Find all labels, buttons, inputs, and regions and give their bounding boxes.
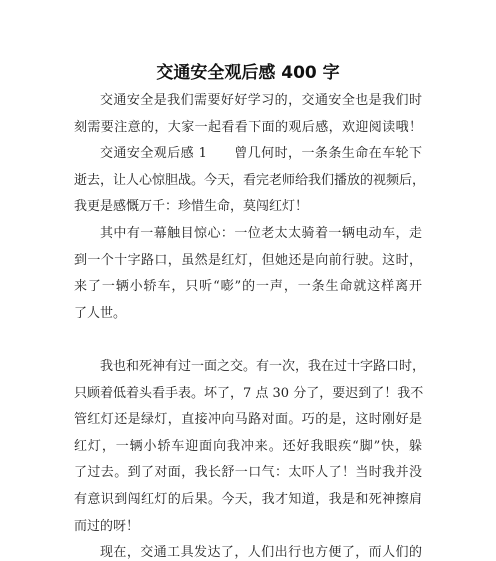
text-line: 只顾着低着头看手表。坏了，7 点 30 分了，要迟到了！我不 — [74, 385, 424, 401]
text-line: 而过的呀！ — [74, 518, 140, 534]
text-line: 来了一辆小轿车，只听“嘭”的一声，一条生命就这样离开 — [74, 279, 422, 295]
text-line: 我也和死神有过一面之交。有一次，我在过十字路口时， — [100, 358, 426, 374]
blank-line — [74, 327, 422, 354]
text-line: 管红灯还是绿灯，直接冲向马路对面。巧的是，这时刚好是 — [74, 412, 422, 428]
document-title: 交通安全观后感 400 字 — [156, 63, 340, 83]
text-line: 了过去。到了对面，我长舒一口气：太吓人了！当时我并没 — [74, 465, 422, 481]
text-line: 刻需要注意的，大家一起看看下面的观后感，欢迎阅读哦！ — [74, 119, 422, 135]
text-line: 逝去，让人心惊胆战。今天，看完老师给我们播放的视频后， — [74, 172, 426, 188]
text-line: 我更是感慨万千：珍惜生命，莫闯红灯！ — [74, 199, 309, 215]
text-line: 红灯，一辆小轿车迎面向我冲来。还好我眼疾“脚”快，躲 — [74, 438, 422, 454]
text-line: 了人世。 — [74, 305, 127, 321]
text-line: 其中有一幕触目惊心：一位老太太骑着一辆电动车，走 — [100, 225, 422, 241]
text-line: 有意识到闯红灯的后果。今天，我才知道，我是和死神擦肩 — [74, 491, 422, 507]
document-body — [74, 88, 426, 561]
text-line: 到一个十字路口，虽然是红灯，但她还是向前行驶。这时， — [74, 252, 422, 268]
text-line: 交通安全是我们需要好好学习的，交通安全也是我们时 — [100, 93, 422, 108]
text-line: 交通安全观后感 1 曾几何时，一条条生命在车轮下 — [100, 146, 422, 162]
text-line: 现在，交通工具发达了，人们出行也方便了，而人们的 — [100, 545, 422, 561]
